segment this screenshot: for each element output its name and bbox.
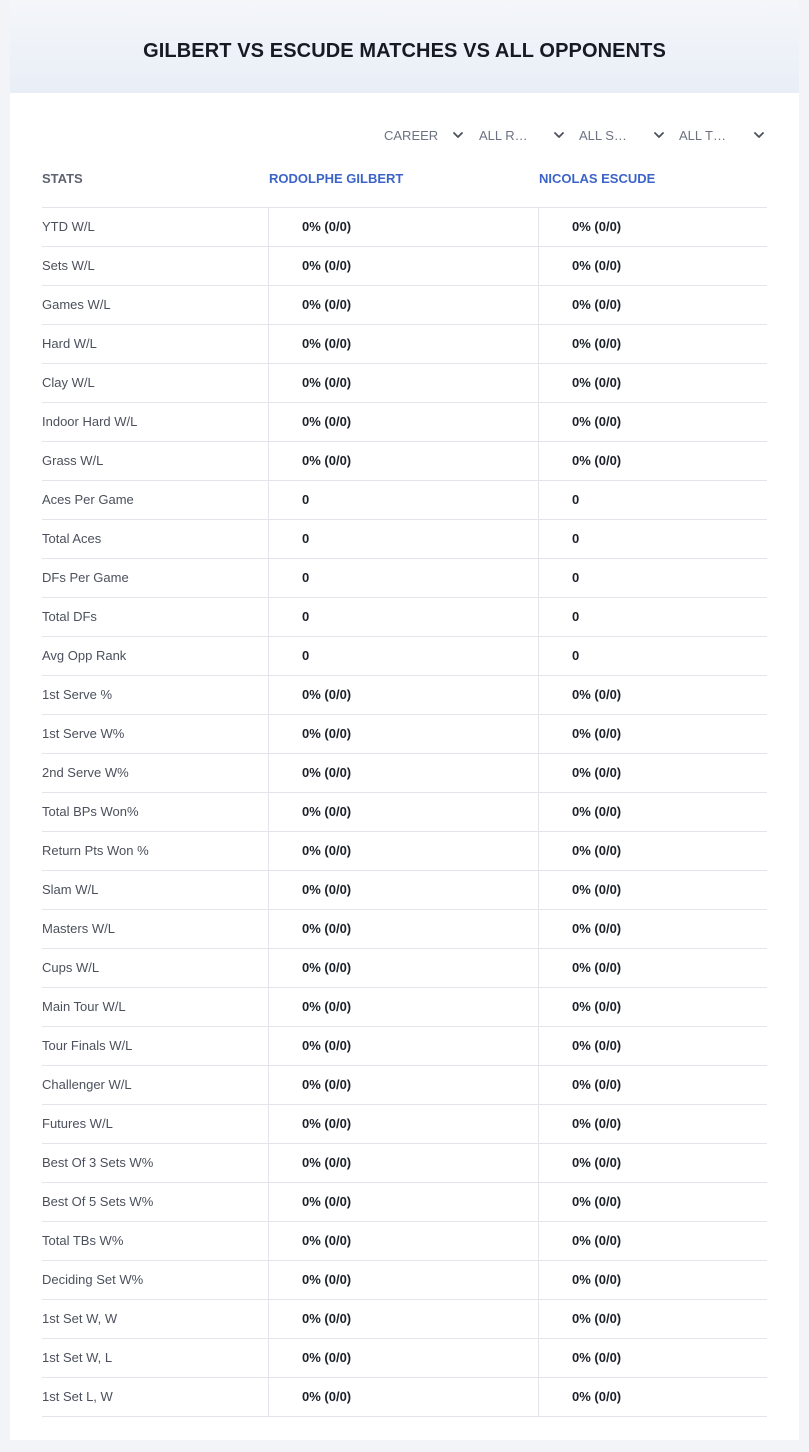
table-body xyxy=(42,208,767,1417)
player1-value: 0% (0/0) xyxy=(302,960,352,975)
stat-label: 1st Serve W% xyxy=(42,726,125,741)
player1-cell xyxy=(268,1339,538,1377)
player2-value: 0% (0/0) xyxy=(572,1311,622,1326)
player1-cell xyxy=(268,1144,538,1182)
player1-cell xyxy=(268,871,538,909)
table-row xyxy=(42,1378,767,1417)
player1-cell xyxy=(268,325,538,363)
table-row xyxy=(42,832,767,871)
stat-label: 2nd Serve W% xyxy=(42,765,129,780)
table-row xyxy=(42,1183,767,1222)
player1-value: 0% (0/0) xyxy=(302,804,352,819)
player1-value: 0% (0/0) xyxy=(302,414,352,429)
player2-value: 0% (0/0) xyxy=(572,960,622,975)
table-row xyxy=(42,871,767,910)
table-row xyxy=(42,637,767,676)
player1-cell xyxy=(268,1300,538,1338)
player2-cell xyxy=(538,637,767,675)
filter-surface-label: ALL S… xyxy=(579,127,627,143)
player1-value: 0% (0/0) xyxy=(302,882,352,897)
stat-label: Aces Per Game xyxy=(42,492,134,507)
player2-value: 0% (0/0) xyxy=(572,1155,622,1170)
filter-round-label: ALL R… xyxy=(479,127,528,143)
player2-cell xyxy=(538,832,767,870)
player1-cell xyxy=(268,286,538,324)
player2-value: 0% (0/0) xyxy=(572,726,622,741)
player1-cell xyxy=(268,910,538,948)
table-row xyxy=(42,988,767,1027)
player2-cell xyxy=(538,598,767,636)
stats-card xyxy=(10,0,799,1440)
player1-cell xyxy=(268,1378,538,1416)
player1-cell xyxy=(268,637,538,675)
stat-label: Main Tour W/L xyxy=(42,999,126,1014)
player2-value: 0% (0/0) xyxy=(572,765,622,780)
player1-value: 0% (0/0) xyxy=(302,1233,352,1248)
table-row xyxy=(42,793,767,832)
stat-label: Futures W/L xyxy=(42,1116,113,1131)
table-row xyxy=(42,1261,767,1300)
table-row xyxy=(42,1066,767,1105)
player2-cell xyxy=(538,949,767,987)
filter-tournament-select[interactable] xyxy=(679,122,765,148)
player2-cell xyxy=(538,715,767,753)
player1-value: 0% (0/0) xyxy=(302,999,352,1014)
player1-cell xyxy=(268,832,538,870)
stat-label: 1st Set L, W xyxy=(42,1389,113,1404)
player2-value: 0% (0/0) xyxy=(572,804,622,819)
player2-value: 0% (0/0) xyxy=(572,843,622,858)
player2-cell xyxy=(538,988,767,1026)
chevron-down-icon xyxy=(753,130,765,140)
player1-cell xyxy=(268,559,538,597)
player2-value: 0% (0/0) xyxy=(572,921,622,936)
player2-cell xyxy=(538,286,767,324)
table-row xyxy=(42,910,767,949)
player2-value: 0 xyxy=(572,648,580,663)
player1-value: 0% (0/0) xyxy=(302,1311,352,1326)
player2-value: 0% (0/0) xyxy=(572,1194,622,1209)
player2-value: 0 xyxy=(572,492,580,507)
table-row xyxy=(42,1105,767,1144)
filter-tournament-label: ALL T… xyxy=(679,127,726,143)
player1-value: 0% (0/0) xyxy=(302,336,352,351)
player1-cell xyxy=(268,247,538,285)
chevron-down-icon xyxy=(452,130,464,140)
filter-period-select[interactable] xyxy=(384,122,464,148)
stat-label: 1st Set W, L xyxy=(42,1350,113,1365)
stat-label: Total BPs Won% xyxy=(42,804,139,819)
player1-value: 0% (0/0) xyxy=(302,453,352,468)
player2-cell xyxy=(538,871,767,909)
stat-label: Total Aces xyxy=(42,531,102,546)
player2-cell xyxy=(538,559,767,597)
player1-cell xyxy=(268,364,538,402)
player1-value: 0% (0/0) xyxy=(302,297,352,312)
player1-cell xyxy=(268,1027,538,1065)
table-row xyxy=(42,286,767,325)
player2-cell xyxy=(538,1105,767,1143)
stat-label: Games W/L xyxy=(42,297,111,312)
player1-cell xyxy=(268,1066,538,1104)
table-row xyxy=(42,481,767,520)
stat-label: Best Of 3 Sets W% xyxy=(42,1155,154,1170)
player2-cell xyxy=(538,520,767,558)
player1-cell xyxy=(268,208,538,246)
stat-label: Total TBs W% xyxy=(42,1233,124,1248)
table-row xyxy=(42,715,767,754)
table-row xyxy=(42,1339,767,1378)
player2-cell xyxy=(538,364,767,402)
table-row xyxy=(42,442,767,481)
player1-value: 0% (0/0) xyxy=(302,1350,352,1365)
player2-cell xyxy=(538,1261,767,1299)
table-row xyxy=(42,364,767,403)
player1-value: 0% (0/0) xyxy=(302,1194,352,1209)
stat-label: 1st Serve % xyxy=(42,687,113,702)
stats-table xyxy=(42,156,767,1417)
player2-cell xyxy=(538,247,767,285)
player1-value: 0 xyxy=(302,609,310,624)
player1-link[interactable]: RODOLPHE GILBERT xyxy=(269,171,404,186)
table-row xyxy=(42,403,767,442)
stat-label: Challenger W/L xyxy=(42,1077,132,1092)
player1-value: 0% (0/0) xyxy=(302,921,352,936)
player2-value: 0 xyxy=(572,609,580,624)
player2-cell xyxy=(538,754,767,792)
stat-label: DFs Per Game xyxy=(42,570,129,585)
player1-value: 0% (0/0) xyxy=(302,375,352,390)
player2-value: 0% (0/0) xyxy=(572,219,622,234)
player2-value: 0% (0/0) xyxy=(572,375,622,390)
player2-cell xyxy=(538,910,767,948)
player2-cell xyxy=(538,403,767,441)
stat-label: YTD W/L xyxy=(42,219,95,234)
player2-cell xyxy=(538,481,767,519)
table-row xyxy=(42,1144,767,1183)
player2-value: 0% (0/0) xyxy=(572,453,622,468)
player1-cell xyxy=(268,988,538,1026)
stat-label: Best Of 5 Sets W% xyxy=(42,1194,154,1209)
player1-value: 0 xyxy=(302,648,310,663)
player2-cell xyxy=(538,676,767,714)
player2-value: 0% (0/0) xyxy=(572,297,622,312)
player1-value: 0% (0/0) xyxy=(302,1038,352,1053)
stat-label: Total DFs xyxy=(42,609,97,624)
table-row xyxy=(42,520,767,559)
card-header xyxy=(10,0,799,93)
player2-cell xyxy=(538,208,767,246)
stat-label: Indoor Hard W/L xyxy=(42,414,138,429)
player2-value: 0% (0/0) xyxy=(572,1116,622,1131)
player2-value: 0% (0/0) xyxy=(572,414,622,429)
player2-value: 0% (0/0) xyxy=(572,258,622,273)
player1-cell xyxy=(268,715,538,753)
table-row xyxy=(42,676,767,715)
player1-cell xyxy=(268,754,538,792)
player1-value: 0% (0/0) xyxy=(302,687,352,702)
stat-label: Return Pts Won % xyxy=(42,843,149,858)
player1-cell xyxy=(268,481,538,519)
stat-label: Deciding Set W% xyxy=(42,1272,144,1287)
player2-cell xyxy=(538,325,767,363)
player2-cell xyxy=(538,1300,767,1338)
player1-value: 0% (0/0) xyxy=(302,1272,352,1287)
player1-cell xyxy=(268,1105,538,1143)
filter-round-select[interactable] xyxy=(479,122,565,148)
player2-value: 0% (0/0) xyxy=(572,999,622,1014)
player1-cell xyxy=(268,1261,538,1299)
player2-cell xyxy=(538,1027,767,1065)
player2-cell xyxy=(538,1339,767,1377)
player1-cell xyxy=(268,520,538,558)
stat-label: Hard W/L xyxy=(42,336,97,351)
table-row xyxy=(42,1027,767,1066)
player2-value: 0% (0/0) xyxy=(572,687,622,702)
stat-label: Sets W/L xyxy=(42,258,95,273)
player1-value: 0% (0/0) xyxy=(302,1077,352,1092)
player2-value: 0 xyxy=(572,570,580,585)
table-row xyxy=(42,949,767,988)
player2-value: 0% (0/0) xyxy=(572,882,622,897)
player1-cell xyxy=(268,1222,538,1260)
player1-value: 0% (0/0) xyxy=(302,1155,352,1170)
stat-label: Grass W/L xyxy=(42,453,104,468)
player2-cell xyxy=(538,1222,767,1260)
table-row xyxy=(42,247,767,286)
stat-label: 1st Set W, W xyxy=(42,1311,118,1326)
player1-value: 0% (0/0) xyxy=(302,843,352,858)
stat-label: Masters W/L xyxy=(42,921,115,936)
column-header-stats: STATS xyxy=(42,171,83,186)
chevron-down-icon xyxy=(553,130,565,140)
player1-cell xyxy=(268,676,538,714)
player1-value: 0% (0/0) xyxy=(302,726,352,741)
table-row xyxy=(42,1222,767,1261)
player1-value: 0% (0/0) xyxy=(302,765,352,780)
table-row xyxy=(42,1300,767,1339)
player1-cell xyxy=(268,1183,538,1221)
player1-value: 0% (0/0) xyxy=(302,219,352,234)
player2-value: 0% (0/0) xyxy=(572,1350,622,1365)
player2-value: 0% (0/0) xyxy=(572,1233,622,1248)
stat-label: Avg Opp Rank xyxy=(42,648,127,663)
player2-value: 0% (0/0) xyxy=(572,1077,622,1092)
stat-label: Tour Finals W/L xyxy=(42,1038,133,1053)
player2-value: 0% (0/0) xyxy=(572,1272,622,1287)
player1-cell xyxy=(268,442,538,480)
table-row xyxy=(42,208,767,247)
player1-value: 0 xyxy=(302,492,310,507)
table-row xyxy=(42,559,767,598)
player2-link[interactable]: NICOLAS ESCUDE xyxy=(539,171,656,186)
chevron-down-icon xyxy=(653,130,665,140)
stat-label: Clay W/L xyxy=(42,375,95,390)
player2-value: 0% (0/0) xyxy=(572,1038,622,1053)
filter-surface-select[interactable] xyxy=(579,122,665,148)
table-header xyxy=(42,156,767,208)
player2-cell xyxy=(538,1066,767,1104)
player2-value: 0% (0/0) xyxy=(572,1389,622,1404)
player1-cell xyxy=(268,949,538,987)
player1-value: 0 xyxy=(302,570,310,585)
table-row xyxy=(42,598,767,637)
player1-cell xyxy=(268,403,538,441)
page-title: GILBERT VS ESCUDE MATCHES VS ALL OPPONENTS xyxy=(143,40,666,62)
filter-period-label: CAREER xyxy=(384,127,439,143)
table-row xyxy=(42,754,767,793)
player2-cell xyxy=(538,1378,767,1416)
player1-cell xyxy=(268,598,538,636)
player2-cell xyxy=(538,442,767,480)
stat-label: Cups W/L xyxy=(42,960,100,975)
player2-value: 0% (0/0) xyxy=(572,336,622,351)
player2-cell xyxy=(538,1183,767,1221)
player1-value: 0% (0/0) xyxy=(302,1116,352,1131)
stat-label: Slam W/L xyxy=(42,882,99,897)
player1-cell xyxy=(268,793,538,831)
player2-cell xyxy=(538,793,767,831)
table-row xyxy=(42,325,767,364)
player2-value: 0 xyxy=(572,531,580,546)
player1-value: 0% (0/0) xyxy=(302,1389,352,1404)
player1-value: 0 xyxy=(302,531,310,546)
filter-bar xyxy=(10,122,799,148)
player1-value: 0% (0/0) xyxy=(302,258,352,273)
player2-cell xyxy=(538,1144,767,1182)
